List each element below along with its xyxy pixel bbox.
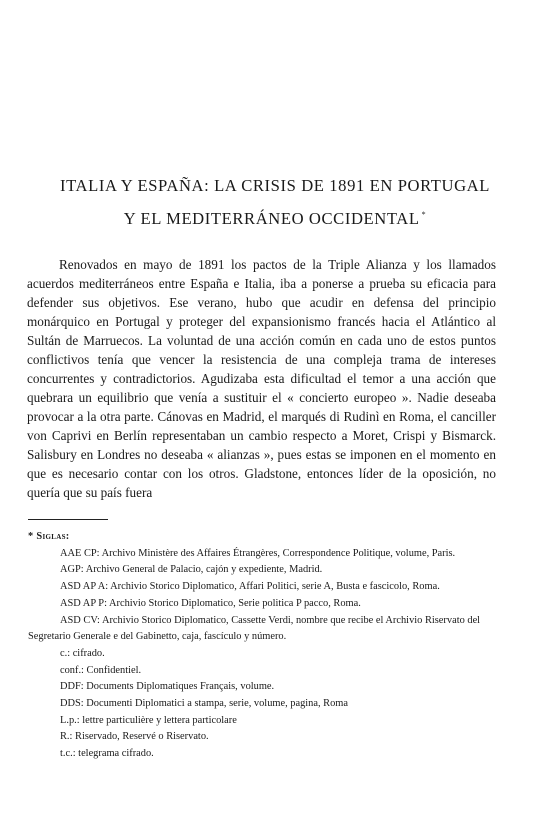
footnote-entry: R.: Riservado, Reservé o Riservato. bbox=[60, 731, 209, 743]
footnotes bbox=[28, 529, 498, 763]
title-line-2 bbox=[20, 200, 530, 233]
footnote-rule bbox=[28, 519, 108, 520]
footnotes-heading: * Siglas: bbox=[28, 531, 70, 542]
footnote-entry: ASD CV: Archivio Storico Diplomatico, Cassette Verdi, nombre que recibe el Archivio Riservato del Segretario Generale e del Gabinetto, caja, fascículo y número. bbox=[28, 614, 481, 643]
body-text bbox=[27, 255, 496, 502]
footnote-entry: DDF: Documents Diplomatiques Français, volume. bbox=[60, 681, 275, 693]
footnote-entry: L.p.: lettre particulière y lettera particolare bbox=[60, 714, 237, 726]
footnote-marker: * bbox=[421, 210, 427, 219]
footnote-entry: DDS: Documenti Diplomatici a stampa, serie, volume, pagina, Roma bbox=[60, 698, 348, 710]
footnote-entry: ASD AP A: Archivio Storico Diplomatico, Affari Politici, serie A, Busta e fascicolo, Roma. bbox=[60, 581, 440, 593]
footnote-entry: t.c.: telegrama cifrado. bbox=[60, 748, 154, 760]
footnote-entry: AGP: Archivo General de Palacio, cajón y expediente, Madrid. bbox=[60, 564, 323, 576]
footnote-entry: conf.: Confidentiel. bbox=[60, 664, 142, 676]
title-line-2-text: Y EL MEDITERRÁNEO OCCIDENTAL bbox=[123, 209, 420, 228]
footnote-entry: ASD AP P: Archivio Storico Diplomatico, Serie politica P pacco, Roma. bbox=[60, 597, 361, 609]
title-line-1: ITALIA Y ESPAÑA: LA CRISIS DE 1891 EN PORTUGAL bbox=[60, 176, 490, 195]
footnote-entry: AAE CP: Archivo Ministère des Affaires Étrangères, Correspondence Politique, volume, Paris. bbox=[60, 547, 456, 559]
body-paragraph: Renovados en mayo de 1891 los pactos de la Triple Alianza y los llamados acuerdos mediterráneos entre España e Italia, iba a ponerse a prueba su eficacia para defender sus objetivos. Ese verano, hubo que acudir en defensa del principio monárquico en Portugal y proteger del expansionismo francés hacia el Atlántico al Sultán de Marruecos. La voluntad de una acción común en cada uno de estos puntos conflictivos tenía que vencer la resistencia de una compleja trama de intereses concurrentes y contradictorios. Agudizaba esta dificultad el temor a una acción que quebrara un equilibrio que venía a sustituir el « concierto europeo ». Nadie deseaba provocar a la otra parte. Cánovas en Madrid, el marqués di Rudinì en Roma, el canciller von Caprivi en Berlín representaban un cambio respecto a Moret, Crispi y Bismarck. Salisbury en Londres no deseaba « alianzas », pues estas se imponen en el momento en que es necesario contar con los otros. Gladstone, entonces líder de la oposición, no quería que su país fuera bbox=[27, 257, 496, 500]
footnote-entry: c.: cifrado. bbox=[60, 647, 105, 659]
article-title bbox=[20, 171, 530, 233]
